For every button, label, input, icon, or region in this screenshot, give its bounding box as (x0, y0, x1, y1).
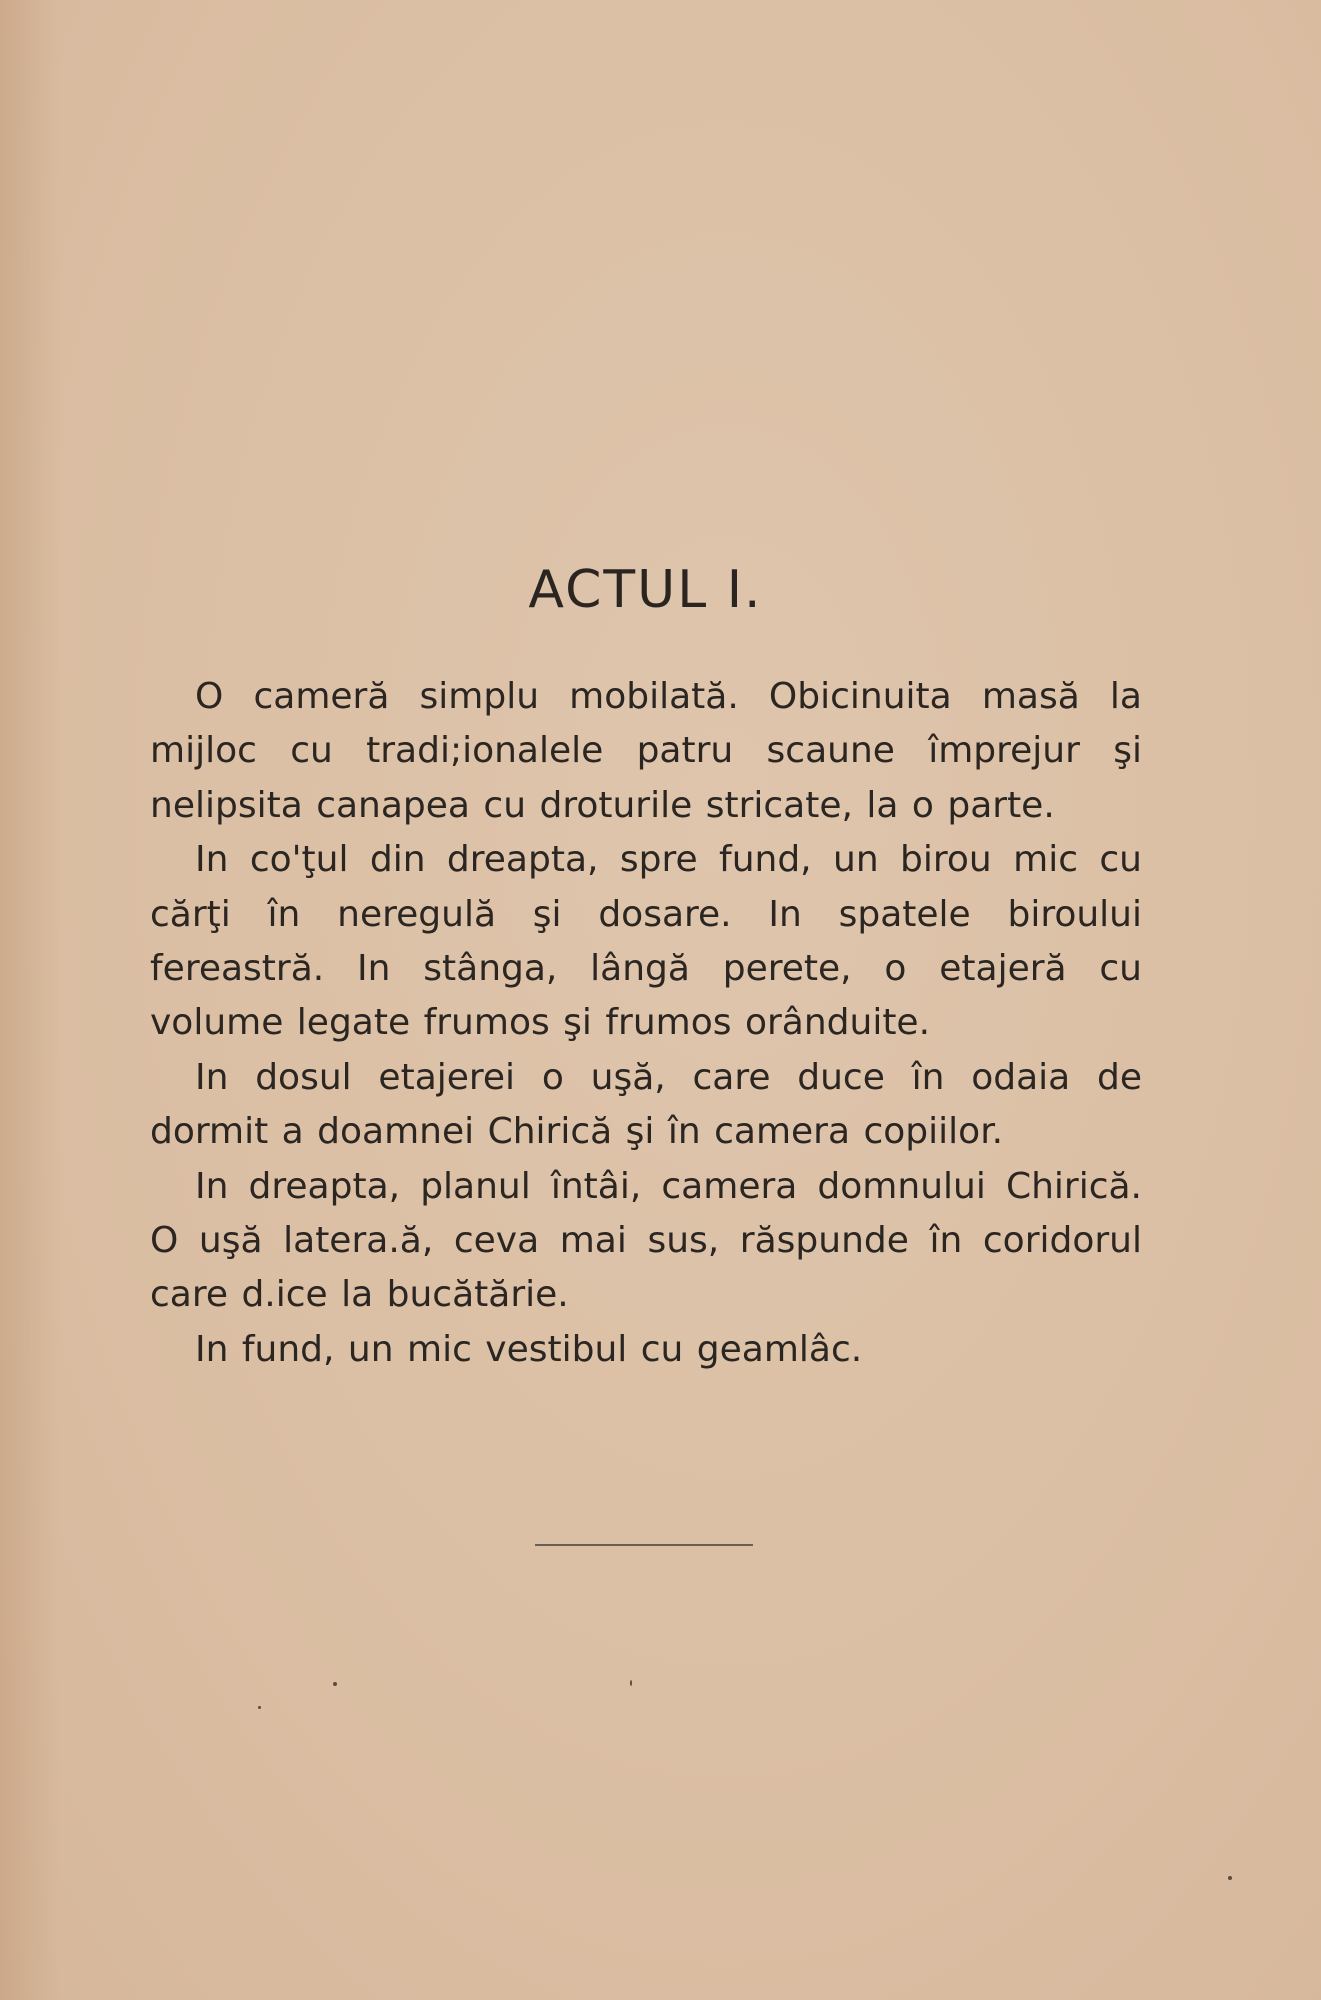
paper-speck (258, 1706, 261, 1709)
paragraph-vestibule: In fund, un mic vestibul cu geamlâc. (195, 1328, 863, 1370)
act-title: ACTUL I. (528, 560, 763, 620)
page-edge-shadow (0, 0, 60, 2000)
paper-speck (333, 1682, 337, 1686)
section-divider (535, 1544, 753, 1546)
stage-directions (150, 670, 1142, 1377)
paper-speck (1228, 1876, 1232, 1880)
paragraph-door-left: In dosul etajerei o uşă, care duce în odaia de dormit a doamnei Chirică şi în camera copiilor. (150, 1056, 1142, 1153)
paragraph-desk: In co'ţul din dreapta, spre fund, un birou mic cu cărţi în neregulă şi dosare. In spatele biroului fereastră. In stânga, lângă perete, o etajeră cu volume legate frumos şi frumos orânduite. (150, 839, 1142, 1044)
paper-speck (630, 1680, 632, 1686)
paragraph-door-right: In dreapta, planul întâi, camera domnului Chirică. O uşă latera.ă, ceva mai sus, răspunde în coridorul care d.ice la bucătărie. (150, 1165, 1142, 1316)
paragraph-room: O cameră simplu mobilată. Obicinuita masă la mijloc cu tradi;ionalele patru scaune împrejur şi nelipsita canapea cu droturile stricate, la o parte. (150, 676, 1142, 826)
